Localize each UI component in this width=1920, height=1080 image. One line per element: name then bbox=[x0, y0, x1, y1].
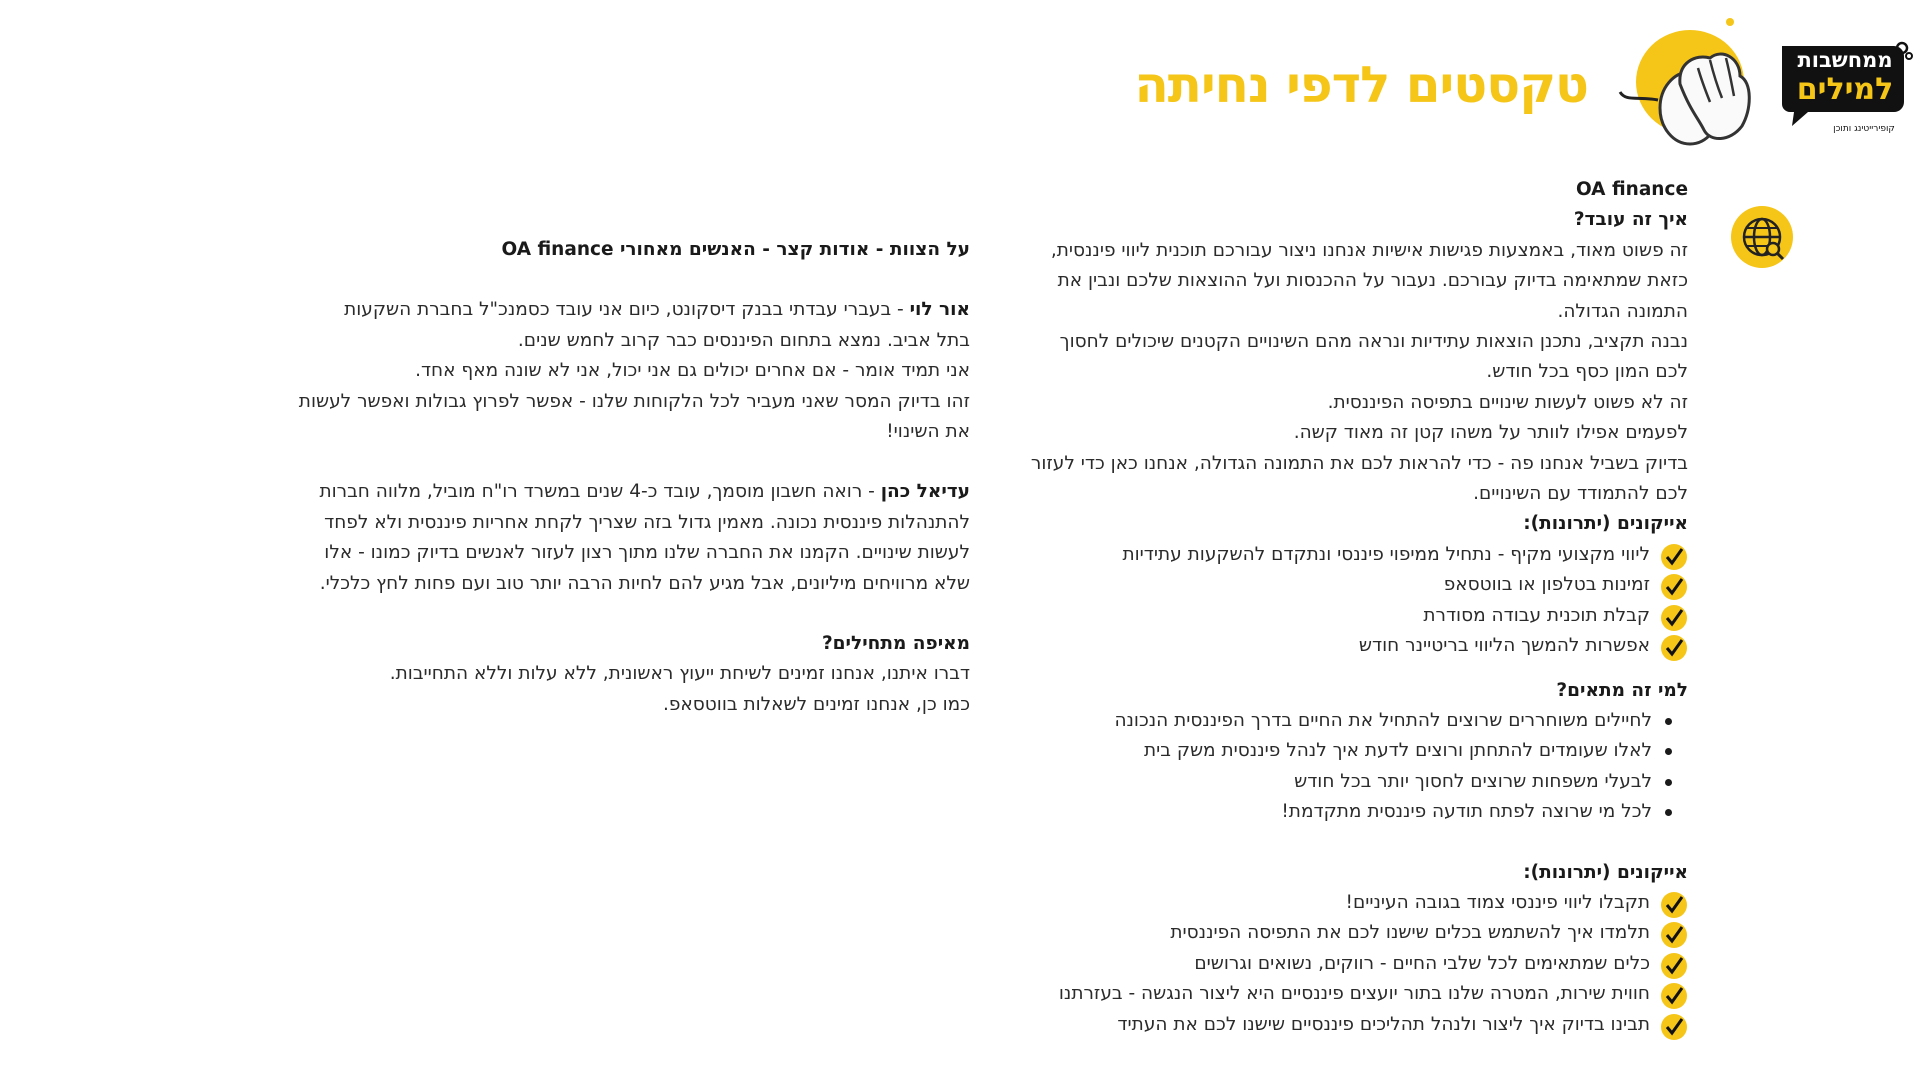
list-item bbox=[1008, 736, 1688, 766]
brand-logo bbox=[1774, 40, 1914, 140]
list-item bbox=[1008, 570, 1688, 600]
bio-line: להתנהלות פיננסית נכונה. מאמין גדול בזה שצריך לקחת אחריות פיננסית ולא לפחד bbox=[324, 511, 970, 533]
person-bio bbox=[250, 295, 970, 325]
checkmark-icon bbox=[1660, 634, 1688, 662]
list-item-text: זמינות בטלפון או בווטסאפ bbox=[1443, 574, 1650, 596]
how-line: זה לא פשוט לעשות שינויים בתפיסה הפיננסית. bbox=[1327, 391, 1688, 413]
person-name: עדיאל כהן bbox=[880, 481, 970, 503]
list-item bbox=[1008, 797, 1688, 827]
how-line: נבנה תקציב, נתכנן הוצאות עתידיות ונראה מהם השינויים הקטנים שיכולים לחסוך bbox=[1059, 331, 1688, 353]
list-item-text: לחיילים משוחררים שרוצים להתחיל את החיים בדרך הפיננסית הנכונה bbox=[1114, 709, 1652, 731]
start-line: דברו איתנו, אנחנו זמינים לשיחת ייעוץ ראשונית, ללא עלות וללא התחייבות. bbox=[389, 663, 970, 685]
left-column bbox=[250, 235, 970, 720]
where-to-start-heading: מאיפה מתחילים? bbox=[821, 633, 970, 655]
bullet bbox=[1665, 779, 1672, 786]
list-item-text: לבעלי משפחות שרוצים לחסוך יותר בכל חודש bbox=[1294, 770, 1652, 792]
list-item-text: כלים שמתאימים לכל שלבי החיים - רווקים, נשואים וגרושים bbox=[1194, 952, 1650, 974]
checkmark-icon bbox=[1660, 543, 1688, 571]
list-item-text: לכל מי שרוצה לפתח תודעה פיננסית מתקדמת! bbox=[1281, 801, 1652, 823]
logo-tagline: קופירייטינג ותוכן bbox=[1833, 124, 1895, 134]
brand-name: OA finance bbox=[1575, 179, 1688, 200]
logo-line2: למילים bbox=[1796, 72, 1894, 107]
start-line: כמו כן, אנחנו זמינים לשאלות בווטסאפ. bbox=[662, 693, 970, 715]
who-heading: למי זה מתאים? bbox=[1556, 679, 1688, 701]
list-item bbox=[1008, 631, 1688, 661]
right-column bbox=[1008, 175, 1688, 1040]
icons-heading-1: אייקונים (יתרונות): bbox=[1523, 513, 1688, 535]
list-item-text: חווית שירות, המטרה שלנו בתור יועצים פיננסיים היא ליצור הנגשה - בעזרתנו bbox=[1058, 983, 1650, 1005]
checkmark-icon bbox=[1660, 604, 1688, 632]
benefits-list-1 bbox=[1008, 540, 1688, 662]
how-line: כזאת שמתאימה בדיוק עבורכם. נעבור על ההכנסות ועל ההוצאות שלכם ונבין את bbox=[1057, 270, 1688, 292]
how-line: בדיוק בשביל אנחנו פה - כדי להראות לכם את התמונה הגדולה, אנחנו כאן כדי לעזור bbox=[1030, 452, 1688, 474]
list-item bbox=[1008, 540, 1688, 570]
list-item-text: תקבלו ליווי פיננסי צמוד בגובה העיניים! bbox=[1345, 891, 1650, 913]
how-line: התמונה הגדולה. bbox=[1557, 300, 1688, 322]
how-line: לכם המון כסף בכל חודש. bbox=[1486, 361, 1688, 383]
bio-line: בתל אביב. נמצא בתחום הפיננסים כבר קרוב לחמש שנים. bbox=[517, 329, 970, 351]
checkmark-icon bbox=[1660, 891, 1688, 919]
how-it-works-heading: איך זה עובד? bbox=[1573, 209, 1688, 231]
checkmark-icon bbox=[1660, 952, 1688, 980]
globe-icon bbox=[1730, 205, 1794, 269]
page-title: טקסטים לדפי נחיתה bbox=[1134, 56, 1588, 114]
list-item-text: אפשרות להמשך הליווי בריטיינר חודש bbox=[1358, 635, 1650, 657]
list-item-text: תבינו בדיוק איך ליצור ולנהל תהליכים פיננסיים שישנו לכם את העתיד bbox=[1117, 1013, 1650, 1035]
audience-list bbox=[1008, 706, 1688, 828]
list-item-text: לאלו שעומדים להתחתן ורוצים לדעת איך לנהל פיננסית משק בית bbox=[1143, 740, 1652, 762]
bullet bbox=[1665, 718, 1672, 725]
checkmark-icon bbox=[1660, 921, 1688, 949]
list-item bbox=[1008, 949, 1688, 979]
checkmark-icon bbox=[1660, 573, 1688, 601]
bio-line: זהו בדיוק המסר שאני מעביר לכל הלקוחות שלנו - אפשר לפרוץ גבולות ואפשר לעשות bbox=[298, 390, 970, 412]
logo-line1: ממחשבות bbox=[1797, 48, 1893, 72]
list-item bbox=[1008, 888, 1688, 918]
bullet bbox=[1665, 748, 1672, 755]
list-item-text: ליווי מקצועי מקיף - נתחיל ממיפוי פיננסי ונתקדם להשקעות עתידיות bbox=[1122, 543, 1650, 565]
bio-line: לעשות שינויים. הקמנו את החברה שלנו מתוך רצון לעזור לאנשים בדיוק כמונו - אלו bbox=[324, 542, 970, 564]
icons-heading-2: אייקונים (יתרונות): bbox=[1523, 861, 1688, 883]
bullet bbox=[1665, 809, 1672, 816]
how-line: זה פשוט מאוד, באמצעות פגישות אישיות אנחנו ניצור עבורכם תוכנית ליווי פיננסית, bbox=[1050, 239, 1688, 261]
list-item bbox=[1008, 1010, 1688, 1040]
bio-line: - רואה חשבון מוסמך, עובד כ-4 שנים במשרד רו"ח מוביל, מלווה חברות bbox=[319, 481, 881, 503]
list-item bbox=[1008, 706, 1688, 736]
list-item bbox=[1008, 767, 1688, 797]
list-item bbox=[1008, 918, 1688, 948]
person-bio bbox=[250, 477, 970, 507]
bio-line: את השינוי! bbox=[886, 421, 970, 443]
team-heading: על הצוות - אודות קצר - האנשים מאחורי OA finance bbox=[501, 239, 970, 260]
bio-line: שלא מרוויחים מיליונים, אבל מגיע להם לחיות הרבה יותר טוב ועם פחות לחץ כלכלי. bbox=[319, 572, 970, 594]
checkmark-icon bbox=[1660, 982, 1688, 1010]
bio-line: אני תמיד אומר - אם אחרים יכולים גם אני יכול, אני לא שונה מאף אחד. bbox=[415, 360, 970, 382]
mouse-hand-illustration bbox=[1618, 18, 1768, 150]
list-item bbox=[1008, 979, 1688, 1009]
list-item-text: תלמדו איך להשתמש בכלים שישנו לכם את התפיסה הפיננסית bbox=[1170, 922, 1650, 944]
list-item bbox=[1008, 601, 1688, 631]
how-line: לכם להתמודד עם השינויים. bbox=[1473, 483, 1688, 505]
checkmark-icon bbox=[1660, 1013, 1688, 1041]
list-item-text: קבלת תוכנית עבודה מסודרת bbox=[1423, 604, 1650, 626]
how-line: לפעמים אפילו לוותר על משהו קטן זה מאוד קשה. bbox=[1293, 422, 1688, 444]
bio-line: - בעברי עבדתי בבנק דיסקונט, כיום אני עובד כסמנכ"ל בחברת השקעות bbox=[344, 299, 910, 321]
benefits-list-2 bbox=[1008, 888, 1688, 1040]
person-name: אור לוי bbox=[909, 299, 970, 321]
